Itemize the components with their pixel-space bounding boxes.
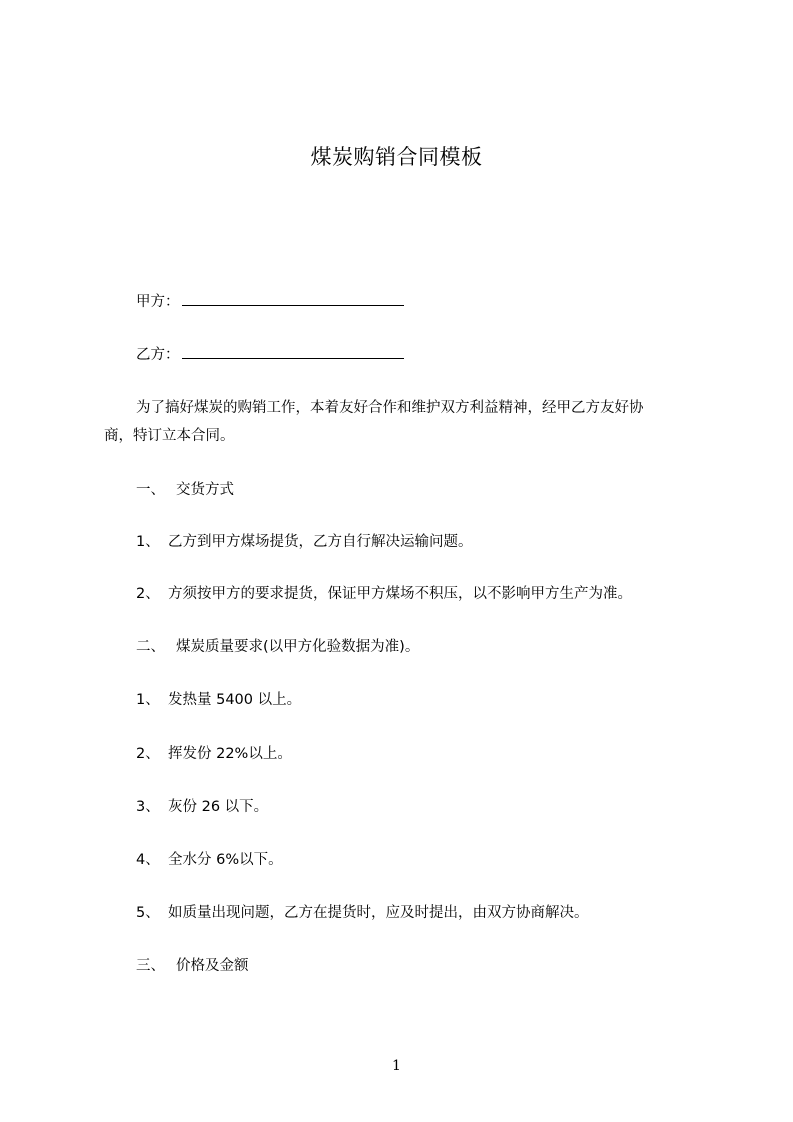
item-text: 乙方到甲方煤场提货，乙方自行解决运输问题。 — [168, 534, 473, 550]
section-1-heading — [136, 480, 234, 500]
party-b-line — [136, 344, 404, 365]
item-text: 发热量 5400 以上。 — [168, 692, 302, 708]
section-title: 煤炭质量要求(以甲方化验数据为准)。 — [176, 639, 420, 655]
item-text: 灰份 26 以下。 — [168, 799, 269, 815]
item-text: 方须按甲方的要求提货，保证甲方煤场不积压，以不影响甲方生产为准。 — [168, 586, 632, 602]
list-item — [136, 903, 589, 923]
section-3-heading — [136, 956, 249, 976]
list-item — [136, 584, 632, 604]
intro-paragraph-line-2: 商，特订立本合同。 — [104, 428, 235, 444]
section-number: 二、 — [136, 639, 165, 655]
item-text: 全水分 6%以下。 — [168, 852, 283, 868]
item-number: 3、 — [136, 799, 160, 815]
list-item — [136, 850, 283, 870]
page-number: 1 — [392, 1058, 401, 1074]
item-number: 1、 — [136, 534, 160, 550]
list-item — [136, 532, 473, 552]
item-number: 5、 — [136, 905, 160, 921]
party-a-blank[interactable] — [182, 291, 404, 306]
section-title: 价格及金额 — [176, 958, 249, 974]
list-item — [136, 690, 301, 710]
item-number: 4、 — [136, 852, 160, 868]
section-2-heading — [136, 637, 419, 657]
section-title: 交货方式 — [176, 482, 234, 498]
item-text: 挥发份 22%以上。 — [168, 746, 292, 762]
party-b-label: 乙方： — [136, 347, 180, 363]
item-number: 2、 — [136, 746, 160, 762]
party-b-blank[interactable] — [182, 344, 404, 359]
intro-paragraph-line-1: 为了搞好煤炭的购销工作，本着友好合作和维护双方利益精神，经甲乙方友好协 — [136, 400, 644, 416]
section-number: 一、 — [136, 482, 165, 498]
item-number: 1、 — [136, 692, 160, 708]
item-text: 如质量出现问题，乙方在提货时，应及时提出，由双方协商解决。 — [168, 905, 589, 921]
section-number: 三、 — [136, 958, 165, 974]
party-a-label: 甲方： — [136, 294, 180, 310]
list-item — [136, 797, 268, 817]
item-number: 2、 — [136, 586, 160, 602]
party-a-line — [136, 291, 404, 312]
list-item — [136, 744, 292, 764]
document-title: 煤炭购销合同模板 — [310, 145, 483, 169]
